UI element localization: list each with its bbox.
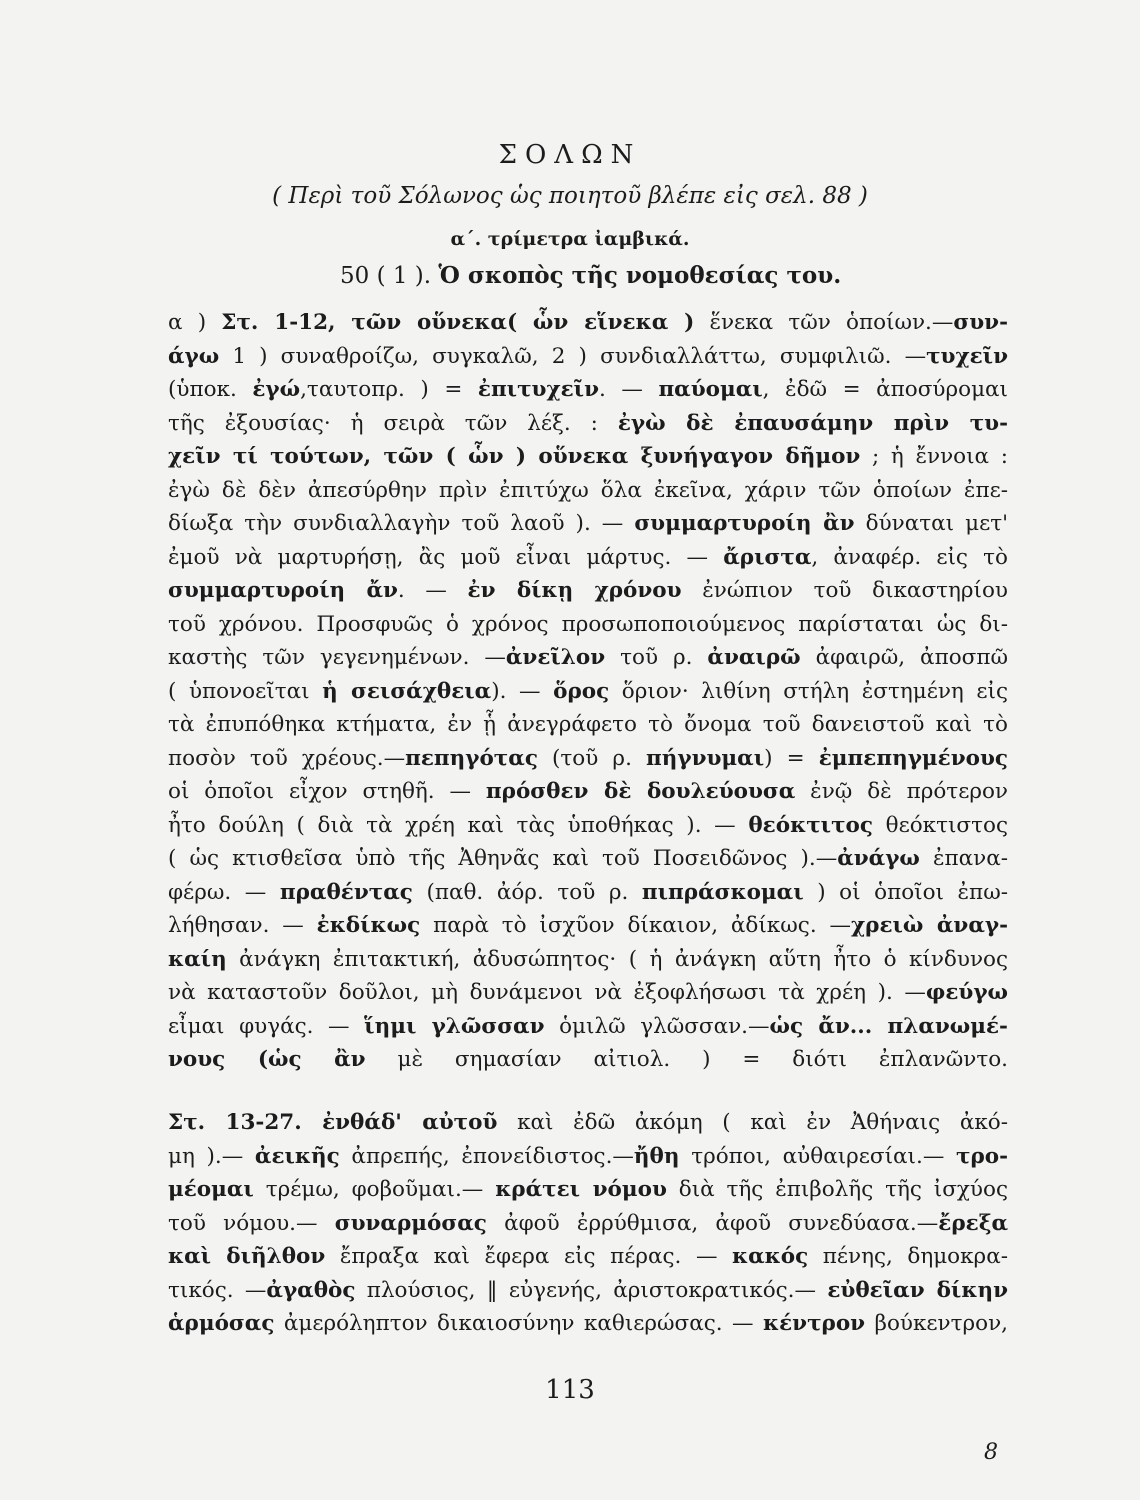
- signature-mark: 8: [984, 1440, 998, 1465]
- gloss-text: 1 ) συναθροίζω, συγκαλῶ, 2 ) συνδιαλλάττω, συμφιλιῶ. —: [219, 343, 927, 369]
- text-line: [168, 943, 1008, 977]
- lemma-term: ἄριστα: [723, 544, 812, 570]
- lemma-term: πραθέντας: [279, 879, 413, 905]
- gloss-text: ,ταυτοπρ. ) =: [300, 377, 478, 402]
- text-line: [168, 1307, 1008, 1341]
- text-line: [168, 909, 1008, 943]
- gloss-text: τοῦ χρόνου. Προσφυῶς ὁ χρόνος προσωποποιούμενος παρίσταται ὡς δι-: [168, 611, 1008, 637]
- gloss-text: ἀνάγκη ἐπιτακτική, ἀδυσώπητος· ( ἡ ἀνάγκη αὕτη ἦτο ὁ κίνδυνος: [226, 946, 1008, 972]
- lemma-term: ἐγὼ δὲ ἐπαυσάμην πρὶν τυ-: [617, 410, 1008, 436]
- lemma-term: ἐν δίκῃ χρόνου: [467, 578, 682, 603]
- gloss-text: δύναται μετ': [854, 511, 1008, 536]
- gloss-text: , ἀναφέρ. εἰς τὸ: [811, 544, 1008, 570]
- gloss-text: ἐνῷ δὲ πρότερον: [795, 779, 1008, 804]
- lemma-term: κράτει νόμου: [495, 1177, 667, 1202]
- lemma-term: συμμαρτυροίη ἂν: [634, 511, 855, 536]
- lemma-term: χεῖν τί τούτων, τῶν ( ὧν ) οὕνεκα ξυνήγαγον δῆμον: [168, 444, 861, 469]
- lemma-term: ἐπιτυχεῖν: [477, 377, 600, 402]
- text-line: [168, 641, 1008, 675]
- poem-title: Ὁ σκοπὸς τῆς νομοθεσίας του.: [438, 262, 842, 289]
- gloss-text: ἦτο δούλη ( διὰ τὰ χρέη καὶ τὰς ὑποθήκας ). —: [168, 812, 749, 838]
- text-line: [168, 407, 1008, 441]
- gloss-text: ). —: [491, 678, 554, 704]
- gloss-text: . —: [599, 377, 659, 402]
- gloss-text: ἀφαιρῶ, ἀποσπῶ: [800, 645, 1008, 670]
- text-line: [168, 340, 1008, 374]
- gloss-text: ἔπραξα καὶ ἔφερα εἰς πέρας. —: [325, 1244, 732, 1269]
- gloss-text: ( ὑπονοεῖται: [168, 678, 323, 704]
- gloss-text: πένης, δημοκρα-: [808, 1244, 1008, 1269]
- gloss-text: ἕνεκα τῶν ὁποίων.—: [694, 310, 954, 335]
- lemma-term: ἤθη: [633, 1143, 680, 1169]
- lemma-term: εὐθεῖαν δίκην: [827, 1277, 1008, 1303]
- gloss-text: ὁμιλῶ γλῶσσαν.—: [544, 1013, 770, 1039]
- text-line: [168, 742, 1008, 776]
- lemma-term: Στ. 1-12, τῶν οὕνεκα( ὧν εἵνεκα ): [221, 310, 695, 335]
- lemma-term: Στ. 13-27. ἐνθάδ' αὐτοῦ: [168, 1110, 498, 1135]
- gloss-text: τῆς ἐξουσίας· ἡ σειρὰ τῶν λέξ. :: [168, 410, 618, 436]
- lemma-term: ἡ σεισάχθεια: [322, 678, 492, 704]
- gloss-text: τικός. —: [168, 1277, 267, 1303]
- gloss-text: ἐγὼ δὲ δὲν ἀπεσύρθην πρὶν ἐπιτύχω ὅλα ἐκεῖνα, χάριν τῶν ὁποίων ἐπε-: [168, 477, 1008, 503]
- gloss-text: τοῦ ρ.: [605, 645, 708, 670]
- lemma-term: πρόσθεν δὲ δουλεύουσα: [485, 779, 796, 804]
- text-line: [168, 373, 1008, 407]
- gloss-text: βούκεντρον,: [865, 1311, 1008, 1336]
- text-line: [168, 608, 1008, 642]
- text-line: [168, 440, 1008, 474]
- text-line: [168, 1240, 1008, 1274]
- gloss-text: . —: [397, 578, 468, 603]
- text-line: [168, 1106, 1008, 1140]
- text-line: [168, 474, 1008, 508]
- text-line: [168, 1043, 1008, 1077]
- gloss-text: α ): [168, 310, 222, 335]
- lemma-term: ἵημι γλῶσσαν: [364, 1013, 545, 1039]
- gloss-text: ; ἡ ἔννοια :: [860, 444, 1008, 469]
- gloss-text: ) οἱ ὁποῖοι ἐπω-: [803, 879, 1008, 905]
- gloss-text: ἐμοῦ νὰ μαρτυρήσῃ, ἂς μοῦ εἶναι μάρτυς. —: [168, 544, 724, 570]
- text-line: [168, 675, 1008, 709]
- gloss-text: (τοῦ ρ.: [537, 745, 647, 771]
- gloss-text: τοῦ νόμου.—: [168, 1210, 335, 1236]
- gloss-text: τρέμω, φοβοῦμαι.—: [253, 1177, 496, 1202]
- gloss-text: ἐνώπιον τοῦ δικαστηρίου: [681, 578, 1008, 603]
- text-line: [168, 1274, 1008, 1308]
- gloss-text: ( ὡς κτισθεῖσα ὑπὸ τῆς Ἀθηνᾶς καὶ τοῦ Ποσειδῶνος ).—: [168, 846, 838, 871]
- text-line: [168, 541, 1008, 575]
- gloss-text: τὰ ἐπυπόθηκα κτήματα, ἐν ᾗ ἀνεγράφετο τὸ ὄνομα τοῦ δανειστοῦ καὶ τὸ: [168, 712, 1008, 737]
- commentary-paragraph-1: [168, 306, 1008, 1077]
- lemma-term: ἀεικῆς: [254, 1143, 340, 1169]
- gloss-text: καστὴς τῶν γεγενημένων. —: [168, 645, 506, 670]
- gloss-text: θεόκτιστος: [872, 812, 1008, 838]
- gloss-text: ὅριον· λιθίνη στήλη ἐστημένη εἰς: [609, 678, 1008, 704]
- text-line: [168, 708, 1008, 742]
- lemma-term: συν-: [953, 310, 1008, 335]
- gloss-text: διὰ τῆς ἐπιβολῆς τῆς ἰσχύος: [666, 1177, 1008, 1202]
- lemma-term: νους (ὡς ἂν: [168, 1047, 366, 1072]
- gloss-text: φέρω. —: [168, 879, 280, 905]
- lemma-term: κακός: [731, 1244, 809, 1269]
- lemma-term: φεύγω: [925, 980, 1008, 1005]
- meter-heading: α΄. τρίμετρα ἰαμβικά.: [450, 228, 690, 250]
- poem-number: 50 ( 1 ).: [340, 263, 432, 289]
- lemma-term: ἐκδίκως: [316, 913, 421, 938]
- gloss-text: εἶμαι φυγάς. —: [168, 1013, 365, 1039]
- lemma-term: ἁρμόσας: [168, 1311, 275, 1336]
- text-line: [168, 1173, 1008, 1207]
- gloss-text: , ἐδῶ = ἀποσύρομαι: [762, 377, 1008, 402]
- lemma-term: συμμαρτυροίη ἄν: [168, 578, 398, 603]
- lemma-term: ὡς ἄν... πλανωμέ-: [769, 1013, 1008, 1039]
- gloss-text: νὰ καταστοῦν δοῦλοι, μὴ δυνάμενοι νὰ ἐξοφλήσωσι τὰ χρέη ). —: [168, 980, 926, 1005]
- gloss-text: οἱ ὁποῖοι εἶχον στηθῆ. —: [168, 779, 486, 804]
- author-title: ΣΟΛΩΝ: [498, 140, 642, 170]
- text-line: [168, 1207, 1008, 1241]
- text-line: [168, 574, 1008, 608]
- lemma-term: τυχεῖν: [926, 343, 1008, 369]
- lemma-term: καίη: [168, 946, 227, 972]
- gloss-text: ἐπανα-: [919, 846, 1008, 871]
- lemma-term: χρειὼ ἀναγ-: [851, 913, 1008, 938]
- lemma-term: πεπηγότας: [405, 745, 538, 771]
- text-line: [168, 876, 1008, 910]
- lemma-term: καὶ διῆλθον: [168, 1244, 326, 1269]
- gloss-text: (παθ. ἀόρ. τοῦ ρ.: [412, 879, 642, 905]
- text-line: [168, 1140, 1008, 1174]
- gloss-text: τρόποι, αὐθαιρεσίαι.—: [679, 1143, 956, 1169]
- lemma-term: πιπράσκομαι: [641, 879, 804, 905]
- text-line: [168, 775, 1008, 809]
- gloss-text: μὲ σημασίαν αἰτιολ. ) = διότι ἐπλανῶντο.: [365, 1047, 1008, 1072]
- text-line: [168, 507, 1008, 541]
- lemma-term: ἀναιρῶ: [707, 645, 801, 670]
- lemma-term: ἔρεξα: [938, 1210, 1008, 1236]
- text-line: [168, 306, 1008, 340]
- text-line: [168, 809, 1008, 843]
- gloss-text: (ὑποκ.: [168, 377, 253, 402]
- gloss-text: ) =: [764, 745, 819, 771]
- lemma-term: παύομαι: [658, 377, 763, 402]
- commentary-paragraph-2: [168, 1106, 1008, 1341]
- lemma-term: ἀνάγω: [837, 846, 920, 871]
- lemma-term: ὅρος: [553, 678, 610, 704]
- gloss-text: ἀπρεπής, ἐπονείδιστος.—: [339, 1143, 634, 1169]
- lemma-term: ἀνεῖλον: [505, 645, 606, 670]
- gloss-text: δίωξα τὴν συνδιαλλαγὴν τοῦ λαοῦ ). —: [168, 511, 635, 536]
- text-line: [168, 842, 1008, 876]
- subtitle-reference: ( Περὶ τοῦ Σόλωνος ὡς ποιητοῦ βλέπε εἰς σελ. 88 ): [272, 183, 868, 209]
- lemma-term: τρο-: [955, 1143, 1008, 1169]
- lemma-term: άγω: [168, 343, 220, 369]
- lemma-term: κέντρον: [762, 1311, 866, 1336]
- gloss-text: ἀφοῦ ἐρρύθμισα, ἀφοῦ συνεδύασα.—: [486, 1210, 939, 1236]
- lemma-term: θεόκτιτος: [748, 812, 873, 838]
- gloss-text: καὶ ἐδῶ ἀκόμη ( καὶ ἐν Ἀθήναις ἀκό-: [497, 1110, 1008, 1135]
- gloss-text: παρὰ τὸ ἰσχῦον δίκαιον, ἀδίκως. —: [420, 913, 851, 938]
- gloss-text: πλούσιος, ‖ εὐγενής, ἀριστοκρατικός.—: [355, 1277, 828, 1303]
- lemma-term: μέομαι: [168, 1177, 254, 1202]
- gloss-text: ἀμερόληπτον δικαιοσύνην καθιερώσας. —: [274, 1311, 763, 1336]
- gloss-text: λήθησαν. —: [168, 913, 317, 938]
- lemma-term: ἐγώ: [252, 377, 301, 402]
- lemma-term: πήγνυμαι: [646, 745, 765, 771]
- lemma-term: ἀγαθὸς: [266, 1277, 356, 1303]
- gloss-text: ποσὸν τοῦ χρέους.—: [168, 745, 406, 771]
- poem-heading: [340, 262, 841, 289]
- gloss-text: μη ).—: [168, 1143, 255, 1169]
- text-line: [168, 1010, 1008, 1044]
- lemma-term: ἐμπεπηγμένους: [818, 745, 1008, 771]
- lemma-term: συναρμόσας: [334, 1210, 487, 1236]
- text-line: [168, 976, 1008, 1010]
- page-number: 113: [545, 1375, 595, 1405]
